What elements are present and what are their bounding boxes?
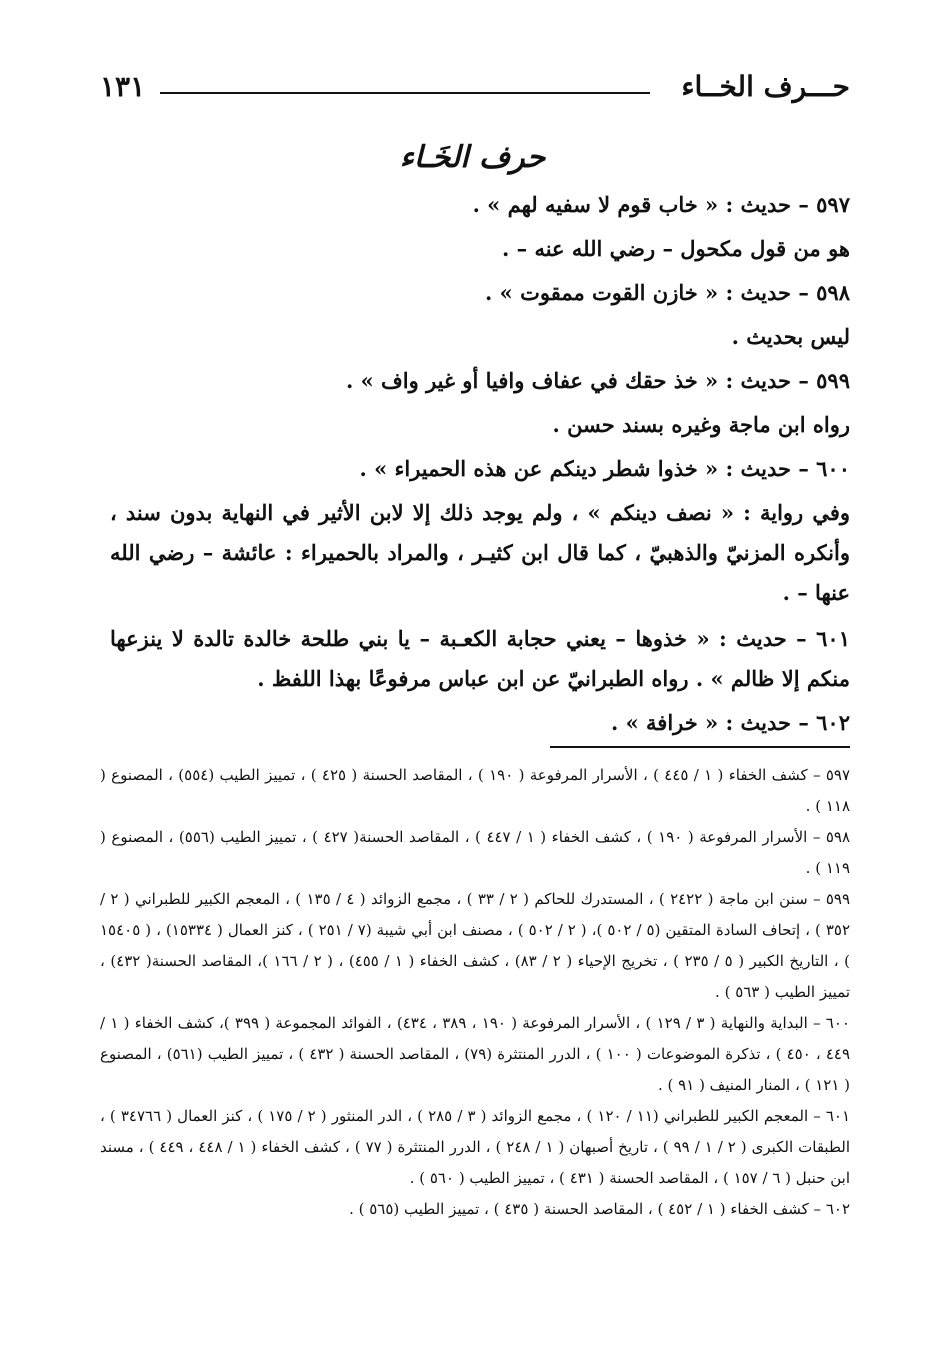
hadith-599: ٥٩٩ – حديث : « خذ حقك في عفاف وافيا أو غير واف » . [345,368,850,393]
header-rule [160,92,650,94]
footnote-601: ٦٠١ – المعجم الكبير للطبراني (١١ / ١٢٠ ) ، مجمع الزوائد ( ٣ / ٢٨٥ ) ، الدر المنثور ( ٢ / ١٧٥ ) ، كنز العمال ( ٣٤٧٦٦ ) ، الطبقات الكبرى ( ٢ / ١ / ٩٩ ) ، تاريخ أصبهان ( ١ / ٢٤٨ ) ، الدرر المنتثرة ( ٧٧ ) ، كشف الخفاء ( ١ / ٤٤٨ ، ٤٤٩ ) ، مسند ابن حنبل ( ٦ / ١٥٧ ) ، المقاصد الحسنة ( ٤٣١ ) ، تمييز الطيب ( ٥٦٠ ) . [100,1107,851,1187]
footnote-600: ٦٠٠ – البداية والنهاية ( ٣ / ١٢٩ ) ، الأسرار المرفوعة ( ١٩٠ ، ٣٨٩ ، ٤٣٤) ، الفوائد المجموعة ( ٣٩٩ )، كشف الخفاء ( ١ / ٤٤٩ ، ٤٥٠ ) ، تذكرة الموضوعات ( ١٠٠ ) ، الدرر المنتثرة (٧٩) ، المقاصد الحسنة ( ٤٣٢ ) ، تمييز الطيب (٥٦١) ، المصنوع ( ١٢١ ) ، المنار المنيف ( ٩١ ) . [100,1014,851,1094]
hadith-597: ٥٩٧ – حديث : « خاب قوم لا سفيه لهم » . [472,192,850,217]
comment-598: ليس بحديث . [731,324,850,349]
comment-600: وفي رواية : « نصف دينكم » ، ولم يوجد ذلك إلا لابن الأثير في النهاية بدون سند ، وأنكره المزنيّ والذهبيّ ، كما قال ابن كثيـر ، والمراد بالحميراء : عائشة – رضي الله عنها – . [110,500,850,605]
hadith-601: ٦٠١ – حديث : « خذوها – يعني حجابة الكعـبة – يا بني طلحة خالدة تالدة لا ينزعها منكم إلا ظالم » . رواه الطبرانيّ عن ابن عباس مرفوعًا بهذا اللفظ . [110,626,850,691]
footnotes [100,760,850,1225]
hadith-602: ٦٠٢ – حديث : « خرافة » . [610,710,850,735]
comment-599: رواه ابن ماجة وغيره بسند حسن . [552,412,850,437]
footnote-598: ٥٩٨ – الأسرار المرفوعة ( ١٩٠ ) ، كشف الخفاء ( ١ / ٤٤٧ ) ، المقاصد الحسنة( ٤٢٧ ) ، تمييز الطيب (٥٥٦) ، المصنوع ( ١١٩ ) . [100,828,851,877]
page-number: ١٣١ [100,70,146,103]
footnote-separator [550,746,850,748]
hadith-598: ٥٩٨ – حديث : « خازن القوت ممقوت » . [485,280,850,305]
section-title: حرف الخَـاء [399,140,546,175]
main-text [110,185,850,747]
footnote-597: ٥٩٧ – كشف الخفاء ( ١ / ٤٤٥ ) ، الأسرار المرفوعة ( ١٩٠ ) ، المقاصد الحسنة ( ٤٢٥ ) ، تمييز الطيب (٥٥٤) ، المصنوع ( ١١٨ ) . [100,766,851,815]
hadith-600: ٦٠٠ – حديث : « خذوا شطر دينكم عن هذه الحميراء » . [359,456,850,481]
footnote-602: ٦٠٢ – كشف الخفاء ( ١ / ٤٥٢ ) ، المقاصد الحسنة ( ٤٣٥ ) ، تمييز الطيب (٥٦٥ ) . [349,1200,850,1218]
footnote-599: ٥٩٩ – سنن ابن ماجة ( ٢٤٢٢ ) ، المستدرك للحاكم ( ٢ / ٣٣ ) ، مجمع الزوائد ( ٤ / ١٣٥ ) ، المعجم الكبير للطبراني ( ٢ / ٣٥٢ ) ، إتحاف السادة المتقين (٥ / ٥٠٢ )، ( ٢ / ٥٠٢ ) ، مصنف ابن أبي شيبة (٧ / ٢٥١ ) ، كنز العمال ( ١٥٣٣٤) ، ( ١٥٤٠٥ ) ، التاريخ الكبير ( ٥ / ٢٣٥ ) ، تخريج الإحياء ( ٢ / ٨٣) ، كشف الخفاء ( ١ / ٤٥٥) ، ( ٢ / ١٦٦ )، المقاصد الحسنة( ٤٣٢) ، تمييز الطيب ( ٥٦٣ ) . [100,890,851,1001]
running-header [100,70,850,110]
running-title: حـــرف الخــاء [681,70,850,103]
comment-597: هو من قول مكحول – رضي الله عنه – . [502,236,850,261]
